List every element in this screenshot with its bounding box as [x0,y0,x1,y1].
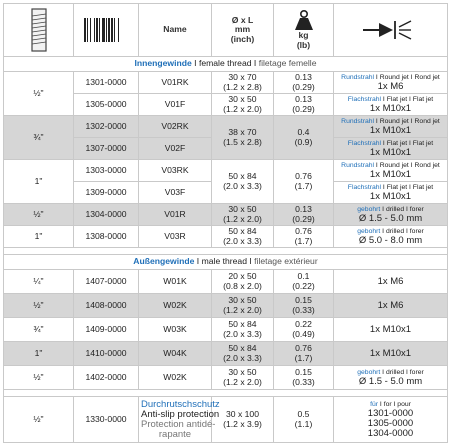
dimension-cell [212,366,274,390]
nozzle-jet-icon [334,4,448,57]
article-number: 1410-0000 [85,347,127,358]
header-row [4,4,448,57]
dimension-mm: 30 x 50 [228,294,257,305]
section-row-male [4,255,448,270]
weight-header: kg (lb) [274,4,334,57]
dimension-cell [212,270,274,294]
spacer-row [4,248,448,255]
section-title-en: male thread [201,256,247,267]
weight-lb: (1.7) [294,352,313,363]
dimension-inch: (2.0 x 3.3) [223,180,262,191]
jet-label-en: Flat jet [386,139,408,147]
article-number: 1409-0000 [85,323,127,334]
thread-size-cell [4,397,74,443]
fitting-icon [4,4,74,57]
dimension-mm: 50 x 84 [228,225,257,236]
thread-size: ¾" [33,323,44,334]
thread-size-cell [4,270,74,294]
thread-size-cell [4,294,74,318]
jet-type-round: Rundstrahl I Round jet I Rond jet [341,73,440,81]
dimension-cell [212,94,274,116]
weight-cell [274,318,334,342]
product-name: V03R [164,230,186,241]
jet-label-fr: forer [409,368,424,376]
jet-label-fr: Rond jet [414,73,440,81]
weight-kg: 0.5 [297,408,310,419]
dimension-inch: (0.8 x 2.0) [223,280,262,291]
jet-type-drilled: gebohrt I drilled I forer [357,227,424,235]
jet-label-fr: Flat jet [412,139,434,147]
dimension-cell [212,116,274,160]
product-row [4,318,448,342]
dimension-mm: 50 x 84 [228,342,257,353]
connection-value: 1x M10x1 [369,347,412,359]
connection-cell [334,294,448,318]
jet-label-en: drilled [385,205,405,213]
thread-size: ½" [33,299,44,310]
jet-label-en: drilled [385,227,405,235]
weight-kg: 0.1 [297,270,310,281]
jet-label-de: Rundstrahl [341,117,375,125]
product-name-cell [139,204,212,226]
dimension-cell [212,318,274,342]
dimension-mm: 30 x 50 [228,93,257,104]
weight-cell [274,342,334,366]
product-name-cell [139,116,212,138]
article-number-cell [74,182,139,204]
thread-size-cell [4,342,74,366]
dimension-inch: (1.2 x 3.9) [223,418,262,429]
product-name: W04K [163,347,187,358]
connection-cell [334,318,448,342]
thread-size-cell [4,160,74,204]
product-name: W02K [163,299,187,310]
product-name-cell [139,342,212,366]
weight-kg: 0.76 [295,342,312,353]
connection-value: 1x M6 [377,299,404,311]
weight-cell [274,94,334,116]
weight-kg: 0.13 [295,203,312,214]
dimension-mm: 50 x 84 [228,318,257,329]
compatible-article: 1305-0000 [367,418,414,430]
dimension-inch: (1.2 x 2.0) [223,376,262,387]
product-row [4,160,448,182]
connection-value: 1x M6 [377,275,404,287]
article-number-cell [74,226,139,248]
name-header: Name [139,4,212,57]
weight-lb: (0.29) [292,81,315,92]
weight-cell [274,204,334,226]
jet-label-fr: pour [397,400,411,408]
thread-size: ½" [33,413,44,424]
product-row [4,116,448,138]
jet-label-de: gebohrt [357,205,381,213]
jet-type-flat: Flachstrahl I Flat jet I Flat jet [347,95,434,103]
dimension-header: Ø x L mm (inch) [212,4,274,57]
spacer-row [4,390,448,397]
dimension-cell [212,72,274,94]
thread-size: ½" [33,87,44,98]
weight-cell [274,72,334,94]
thread-size: ¼" [33,275,44,286]
weight-cell [274,116,334,160]
article-number-cell [74,72,139,94]
dimension-mm: 20 x 50 [228,270,257,281]
connection-cell [334,204,448,226]
section-title-fr: filetage extérieur [254,256,318,267]
article-number-cell [74,270,139,294]
section-title-fr: filetage femelle [258,58,317,69]
article-number: 1408-0000 [85,299,127,310]
compatible-article: 1304-0000 [367,428,414,440]
article-number-cell [74,94,139,116]
weight-kg: 0.13 [295,93,312,104]
product-name-cell [139,318,212,342]
jet-label-de: für [370,400,379,408]
jet-label-en: Round jet [379,73,409,81]
connection-cell [334,226,448,248]
product-name: V03F [164,186,186,197]
weight-cell [274,397,334,443]
connection-value: 1x M10x1 [369,125,412,137]
section-row-female [4,57,448,72]
jet-type-flat: Flachstrahl I Flat jet I Flat jet [347,139,434,147]
product-name-cell [139,270,212,294]
product-name: V01R [164,208,186,219]
article-number: 1305-0000 [85,98,127,109]
thread-size-cell [4,204,74,226]
product-row [4,204,448,226]
weight-cell [274,366,334,390]
article-number-cell [74,397,139,443]
weight-lb: (0.33) [292,304,315,315]
dimension-inch: (1.5 x 2.8) [223,136,262,147]
article-number-cell [74,116,139,138]
article-number: 1304-0000 [85,208,127,219]
weight-kg: 0.76 [295,225,312,236]
dimension-cell [212,397,274,443]
connection-cell [334,182,448,204]
article-number: 1303-0000 [85,164,127,175]
jet-type-round: Rundstrahl I Round jet I Rond jet [341,117,440,125]
thread-size-cell [4,72,74,116]
product-row [4,366,448,390]
weight-icon [293,9,315,31]
article-number-cell [74,342,139,366]
weight-lb: (0.29) [292,213,315,224]
jet-label-fr: Rond jet [414,117,440,125]
jet-label-fr: Rond jet [414,161,440,169]
connection-value: 1x M10x1 [369,103,412,115]
compatible-article: 1301-0000 [367,408,414,420]
anti-slip-row [4,397,448,443]
connection-cell [334,342,448,366]
thread-size-cell [4,226,74,248]
jet-type-for: für I for I pour [370,400,411,408]
thread-size: 1" [34,347,43,358]
thread-size: 1" [34,175,43,186]
jet-label-de: Flachstrahl [347,139,382,147]
jet-label-en: drilled [385,368,405,376]
jet-label-en: Flat jet [386,183,408,191]
thread-size: 1" [34,230,43,241]
product-name: V01F [164,98,186,109]
weight-lb: (0.33) [292,376,315,387]
weight-kg: 0.15 [295,294,312,305]
jet-type-round: Rundstrahl I Round jet I Rond jet [341,161,440,169]
dimension-inch: (2.0 x 3.3) [223,352,262,363]
dimension-mm: 30 x 100 [226,408,259,419]
article-number: 1309-0000 [85,186,127,197]
jet-label-en: Round jet [379,161,409,169]
thread-size: ½" [33,371,44,382]
anti-slip-name-de: Durchrutschschutz [141,398,220,410]
dimension-inch: (2.0 x 3.3) [223,328,262,339]
section-title-de: Innengewinde [134,58,192,69]
connection-cell [334,270,448,294]
dimension-cell [212,226,274,248]
weight-kg: 0.15 [295,366,312,377]
product-name: V02F [164,142,186,153]
article-number-cell [74,204,139,226]
weight-cell [274,270,334,294]
article-number: 1308-0000 [85,230,127,241]
jet-type-flat: Flachstrahl I Flat jet I Flat jet [347,183,434,191]
product-row [4,226,448,248]
section-title-en: female thread [198,58,252,69]
product-name: V01RK [161,76,189,87]
product-name-cell [139,226,212,248]
jet-label-fr: forer [409,205,424,213]
product-name-cell [139,366,212,390]
dimension-inch: (1.2 x 2.0) [223,213,262,224]
thread-size-cell [4,318,74,342]
connection-cell [334,160,448,182]
weight-lb: (1.7) [294,235,313,246]
weight-kg: 0.76 [295,170,312,181]
connection-value: Ø 1.5 - 5.0 mm [358,213,423,225]
article-number-cell [74,366,139,390]
weight-kg: 0.13 [295,71,312,82]
weight-lb: (0.9) [294,136,313,147]
jet-label-fr: forer [409,227,424,235]
dimension-mm: 50 x 84 [228,170,257,181]
compatible-articles-cell [334,397,448,443]
section-title-de: Außengewinde [133,256,195,267]
product-name: W03K [163,323,187,334]
section-title: Außengewinde I male thread I filetage extérieur [4,255,448,270]
article-number: 1330-0000 [85,413,127,424]
dimension-cell [212,342,274,366]
weight-lb: (0.29) [292,103,315,114]
section-title: Innengewinde I female thread I filetage femelle [4,57,448,72]
article-number-cell [74,318,139,342]
thread-size-cell [4,366,74,390]
article-number: 1302-0000 [85,120,127,131]
weight-lb: (0.49) [292,328,315,339]
dimension-inch: (1.2 x 2.8) [223,81,262,92]
connection-value: 1x M10x1 [369,323,412,335]
dimension-inch: (1.2 x 2.0) [223,304,262,315]
article-number: 1307-0000 [85,142,127,153]
jet-label-fr: Flat jet [412,183,434,191]
weight-lb: (0.22) [292,280,315,291]
article-number-cell [74,160,139,182]
product-name-cell [139,182,212,204]
product-row [4,294,448,318]
product-name: W01K [163,275,187,286]
anti-slip-name-fr-line2: rapante [158,428,192,440]
article-number: 1407-0000 [85,275,127,286]
anti-slip-name-fr-line1: Protection antidé- [141,418,216,430]
product-name-cell [139,397,220,443]
dimension-mm: 30 x 50 [228,366,257,377]
article-number-cell [74,294,139,318]
weight-lb: (1.1) [294,418,313,429]
dimension-inch: (1.2 x 2.0) [223,103,262,114]
dimension-cell [212,160,274,204]
dimension-mm: 30 x 70 [228,71,257,82]
connection-cell [334,116,448,138]
weight-cell [274,160,334,204]
dimension-mm: 30 x 50 [228,203,257,214]
product-name-cell [139,138,212,160]
jet-label-en: Flat jet [386,95,408,103]
weight-lb: (1.7) [294,180,313,191]
dimension-cell [212,204,274,226]
weight-cell [274,226,334,248]
connection-cell [334,72,448,94]
weight-kg: 0.22 [295,318,312,329]
product-row [4,270,448,294]
connection-cell [334,366,448,390]
jet-type-drilled: gebohrt I drilled I forer [357,368,424,376]
product-name: W02K [163,371,187,382]
jet-label-de: gebohrt [357,368,381,376]
product-name-cell [139,72,212,94]
spec-table [3,3,448,443]
product-name-cell [139,294,212,318]
weight-cell [274,294,334,318]
jet-label-de: Flachstrahl [347,95,382,103]
connection-value: 1x M10x1 [369,147,412,159]
anti-slip-name-en: Anti-slip protection [141,408,220,420]
article-number: 1301-0000 [85,76,127,87]
article-number-cell [74,138,139,160]
dimension-cell [212,294,274,318]
connection-cell [334,138,448,160]
connection-value: 1x M10x1 [369,169,412,181]
product-row [4,342,448,366]
connection-cell [334,94,448,116]
thread-size: ¾" [33,131,44,142]
thread-size-cell [4,116,74,160]
jet-label-de: Flachstrahl [347,183,382,191]
dimension-mm: 38 x 70 [228,126,257,137]
jet-label-de: gebohrt [357,227,381,235]
jet-type-drilled: gebohrt I drilled I forer [357,205,424,213]
jet-label-de: Rundstrahl [341,73,375,81]
thread-size: ½" [33,208,44,219]
connection-value: 1x M6 [377,81,404,93]
jet-label-en: Round jet [379,117,409,125]
product-name-cell [139,94,212,116]
connection-value: Ø 5.0 - 8.0 mm [358,235,423,247]
jet-label-en: for [383,400,392,408]
dimension-inch: (2.0 x 3.3) [223,235,262,246]
article-number: 1402-0000 [85,371,127,382]
barcode-icon [74,4,139,57]
product-row [4,72,448,94]
product-name-cell [139,160,212,182]
weight-kg: 0.4 [297,126,310,137]
connection-value: Ø 1.5 - 5.0 mm [358,376,423,388]
connection-value: 1x M10x1 [369,191,412,203]
jet-label-fr: Flat jet [412,95,434,103]
jet-label-de: Rundstrahl [341,161,375,169]
product-name: V02RK [161,120,189,131]
product-name: V03RK [161,164,189,175]
